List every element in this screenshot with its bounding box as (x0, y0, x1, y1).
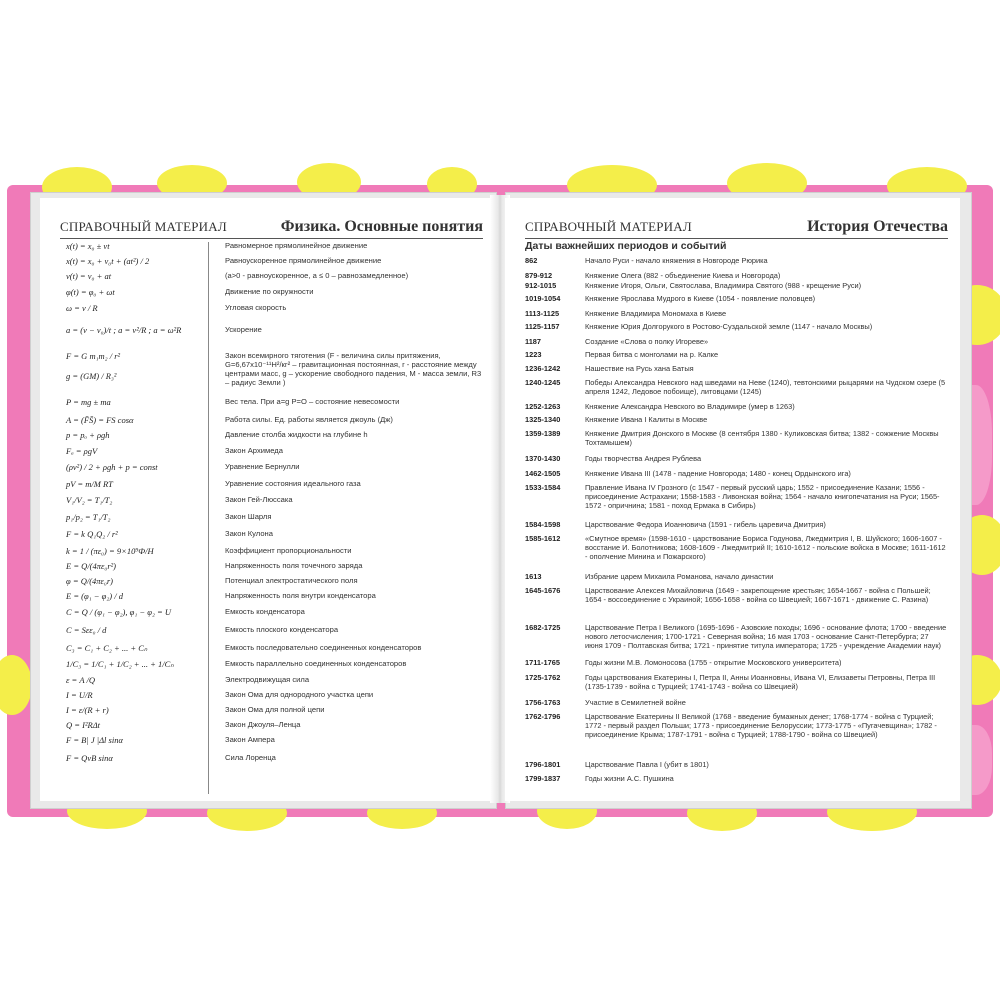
formula-expression: φ(t) = φ₀ + ωt (66, 287, 115, 297)
history-event: Победы Александра Невского над шведами на Неве (1240), тевтонскими рыцарями на Чудском озере (5 апреля 1242, Ледовое побоище), литовцами (1245) (585, 378, 946, 396)
history-year: 1533-1584 (525, 483, 561, 492)
history-event: Царствование Федора Иоанновича (1591 - гибель царевича Дмитрия) (585, 520, 826, 529)
history-event: Царствование Петра I Великого (1695-1696 - Азовские походы; 1696 - основание флота; 1700 - введение нового летосчисления; 1700-1721 - Северная война; 16 мая 1703 - основание Санкт-Петербурга; 27 июня 1709 - Полтавская битва; 1721 - принятие титула императора; 1725 - учреждение Академии наук) (585, 623, 947, 650)
formula-description: Напряженность поля точечного заряда (225, 561, 363, 570)
formula-expression: C = Q / (φ₁ − φ₂), φ₁ − φ₂ = U (66, 607, 172, 617)
left-page (40, 198, 495, 801)
formula-description: Сила Лоренца (225, 753, 276, 762)
formula-expression: I = ε/(R + r) (66, 705, 109, 715)
formula-description: Ускорение (225, 325, 262, 334)
formula-description: Угловая скорость (225, 303, 287, 312)
history-year: 1613 (525, 572, 542, 581)
history-event: «Смутное время» (1598-1610 - царствование Бориса Годунова, Лжедмитрия I, В. Шуйского; 1606-1607 - восстание И. Болотникова; 1608-1609 - Лжедмитрий II; 1610-1612 - польские войска в Москве; 1611-1612 - ополчение Минина и Пожарского) (585, 534, 946, 561)
formula-description: Вес тела. При a=g P=O – состояние невесомости (225, 397, 400, 406)
formula-description: Емкость параллельно соединенных конденсаторов (225, 659, 407, 668)
formula-description: Закон Ома для полной цепи (225, 705, 325, 714)
history-year: 912-1015 (525, 281, 557, 290)
formula-description: Емкость плоского конденсатора (225, 625, 339, 634)
formula-expression: P = mg ± ma (66, 397, 111, 407)
formula-description: Закон Шарля (225, 512, 272, 521)
left-page-header (60, 216, 483, 239)
history-event: Нашествие на Русь хана Батыя (585, 364, 694, 373)
formula-description: Уравнение Бернулли (225, 462, 300, 471)
history-year: 1584-1598 (525, 520, 561, 529)
history-year: 1711-1765 (525, 658, 560, 667)
right-page (505, 198, 960, 801)
formula-expression: x(t) = x₀ ± vt (66, 241, 110, 251)
history-event: Княжение Игоря, Ольги, Святослава, Владимира Святого (988 - крещение Руси) (585, 281, 862, 290)
history-event: Княжение Дмитрия Донского в Москве (8 сентября 1380 - Куликовская битва; 1382 - сожжение Москвы Тохтамышем) (585, 429, 939, 447)
formula-expression: (ρv²) / 2 + ρgh + p = const (66, 462, 158, 472)
formula-description: Емкость конденсатора (225, 607, 305, 616)
right-header-label: СПРАВОЧНЫЙ МАТЕРИАЛ (525, 219, 692, 234)
formula-expression: v(t) = v₀ + at (66, 271, 112, 281)
history-event: Княжение Владимира Мономаха в Киеве (585, 309, 727, 318)
history-year: 1359-1389 (525, 429, 561, 438)
formula-expression: g = (GM) / R₃² (66, 371, 117, 381)
history-event: Годы творчества Андрея Рублева (585, 454, 702, 463)
history-year: 1462-1505 (525, 469, 561, 478)
history-year: 1799-1837 (525, 774, 561, 783)
history-year: 1187 (525, 337, 542, 346)
formula-expression: a = (v − v₀)/t ; a = v²/R ; a = ω²R (66, 325, 182, 335)
history-year: 1796-1801 (525, 760, 561, 769)
left-page-title: Физика. Основные понятия (280, 218, 483, 235)
formula-description: Напряженность поля внутри конденсатора (225, 591, 376, 600)
formula-expression: 1/C₃ = 1/C₁ + 1/C₂ + ... + 1/Cₙ (66, 659, 174, 669)
history-year: 1240-1245 (525, 378, 561, 387)
formula-expression: C₃ = C₁ + C₂ + ... + Cₙ (66, 643, 148, 653)
history-year: 1019-1054 (525, 294, 561, 303)
column-divider (208, 242, 209, 794)
formula-expression: p₁/p₂ = T₁/T₂ (66, 512, 111, 522)
history-event: Княжение Ивана I Калиты в Москве (585, 415, 708, 424)
formula-description: (a>0 - равноускоренное, a ≤ 0 – равнозамедленное) (225, 271, 409, 280)
history-event: Княжение Александра Невского во Владимире (умер в 1263) (585, 402, 795, 411)
history-event: Княжение Ярослава Мудрого в Киеве (1054 - появление половцев) (585, 294, 816, 303)
formula-expression: Fₐ = ρgV (66, 446, 98, 456)
history-event: Царствование Алексея Михайловича (1649 - закрепощение крестьян; 1654-1667 - война с Польшей; 1654 - воссоединение с Украиной; 1656-1658 - война со Швецией; 1667-1671 - движение С. Разина) (585, 586, 931, 604)
formula-description: Закон всемирного тяготения (F - величина силы притяжения, G=6,67x10⁻¹¹Н²/кг² – гравитационная постоянная, r - расстояние между центрами масс, g – ускорение свободного падения, M - масса земли, R3 – радиус Земли ) (225, 351, 482, 387)
formula-description: Коэффициент пропорциональности (225, 546, 352, 555)
formula-description: Закон Архимеда (225, 446, 283, 455)
history-event: Создание «Слова о полку Игореве» (585, 337, 709, 346)
formula-expression: F = G m₁m₂ / r² (66, 351, 121, 361)
history-year: 1725-1762 (525, 673, 561, 682)
history-year: 1113-1125 (525, 309, 560, 318)
formula-description: Движение по окружности (225, 287, 314, 296)
formula-expression: p = pₐ + ρgh (66, 430, 110, 440)
history-year: 1682-1725 (525, 623, 561, 632)
history-event: Годы жизни М.В. Ломоносова (1755 - открытие Московского университета) (585, 658, 842, 667)
formula-description: Закон Ома для однородного участка цепи (225, 690, 374, 699)
right-page-title: История Отечества (807, 218, 948, 235)
formula-expression: A = (F̄S̄) = FS cosα (66, 415, 134, 425)
formula-description: Закон Гей-Люссака (225, 495, 293, 504)
history-year: 1236-1242 (525, 364, 561, 373)
formula-description: Закон Джоуля–Ленца (225, 720, 301, 729)
formula-description: Работа силы. Ед. работы является джоуль (Дж) (225, 415, 393, 424)
history-event: Годы жизни А.С. Пушкина (585, 774, 674, 783)
history-subtitle: Даты важнейших периодов и событий (525, 240, 727, 252)
formula-expression: E = (φ₁ − φ₂) / d (66, 591, 124, 601)
yellow-dot-decoration (0, 655, 32, 715)
formula-expression: pV = m/M RT (66, 479, 113, 489)
formula-description: Давление столба жидкости на глубине h (225, 430, 368, 439)
history-event: Княжение Ивана III (1478 - падение Новгорода; 1480 - конец Ордынского ига) (585, 469, 851, 478)
formula-expression: k = 1 / (πε₀) = 9×10⁹Ф/Н (66, 546, 154, 556)
history-event: Годы царствования Екатерины I, Петра II, Анны Иоанновны, Ивана VI, Елизаветы Петровны, Петра III (1735-1739 - война с Турцией; 1741-1743 - война со Швецией) (585, 673, 936, 691)
history-year: 1125-1157 (525, 322, 560, 331)
history-event: Царствование Екатерины II Великой (1768 - введение бумажных денег; 1768-1774 - война с Турцией; 1772 - первый раздел Польши; 1773 - присоединение Белоруссии; 1773-1775 - «Пугачевщина»; 1782 - присоединение Крыма; 1787-1791 - война с Турцией; 1788-1790 - война со Швецией) (585, 712, 937, 739)
formula-expression: F = B| J |Δl sinα (66, 735, 123, 745)
formula-expression: ω = v / R (66, 303, 98, 313)
right-page-header (525, 216, 948, 239)
formula-description: Электродвижущая сила (225, 675, 310, 684)
formula-description: Равномерное прямолинейное движение (225, 241, 368, 250)
formula-expression: Q = I²RΔt (66, 720, 101, 730)
formula-expression: ε = A /Q (66, 675, 95, 685)
history-year: 1370-1430 (525, 454, 561, 463)
left-header-label: СПРАВОЧНЫЙ МАТЕРИАЛ (60, 219, 227, 234)
formula-expression: V₁/V₂ = T₁/T₂ (66, 495, 113, 505)
history-event: Первая битва с монголами на р. Калке (585, 350, 719, 359)
history-event: Участие в Семилетней войне (585, 698, 686, 707)
history-event: Княжение Юрия Долгорукого в Ростово-Суздальской земле (1147 - начало Москвы) (585, 322, 873, 331)
history-year: 1252-1263 (525, 402, 561, 411)
formula-expression: F = QvB sinα (66, 753, 113, 763)
history-year: 1645-1676 (525, 586, 561, 595)
formula-expression: C = Sεε₀ / d (66, 625, 107, 635)
formula-expression: φ = Q/(4πε₀r) (66, 576, 113, 586)
formula-expression: E = Q/(4πε₀r²) (66, 561, 117, 571)
history-year: 1325-1340 (525, 415, 561, 424)
history-year: 1585-1612 (525, 534, 561, 543)
history-year: 862 (525, 256, 538, 265)
formula-description: Емкость последовательно соединенных конденсаторов (225, 643, 422, 652)
formula-description: Потенциал электростатического поля (225, 576, 358, 585)
formula-description: Закон Ампера (225, 735, 275, 744)
formula-description: Уравнение состояния идеального газа (225, 479, 361, 488)
formula-expression: x(t) = x₀ + v₀t + (at²) / 2 (66, 256, 150, 266)
formula-description: Закон Кулона (225, 529, 273, 538)
formula-description: Равноускоренное прямолинейное движение (225, 256, 382, 265)
formula-expression: F = k Q₁Q₂ / r² (66, 529, 118, 539)
formula-expression: I = U/R (66, 690, 93, 700)
history-year: 1762-1796 (525, 712, 561, 721)
history-year: 1756-1763 (525, 698, 561, 707)
history-event: Начало Руси - начало княжения в Новгороде Рюрика (585, 256, 768, 265)
history-year: 1223 (525, 350, 542, 359)
history-event: Княжение Олега (882 - объединение Киева и Новгорода) (585, 271, 781, 280)
history-event: Правление Ивана IV Грозного (с 1547 - первый русский царь; 1552 - присоединение Казани; 1556 - присоединение Астрахани; 1558-1583 - Ливонская война; 1564 - начало книгопечатания на Руси; 1565-1572 - опричнина; 1581 - поход Ермака в Сибирь) (585, 483, 940, 510)
history-year: 879-912 (525, 271, 553, 280)
history-event: Царствование Павла I (убит в 1801) (585, 760, 709, 769)
history-event: Избрание царем Михаила Романова, начало династии (585, 572, 774, 581)
